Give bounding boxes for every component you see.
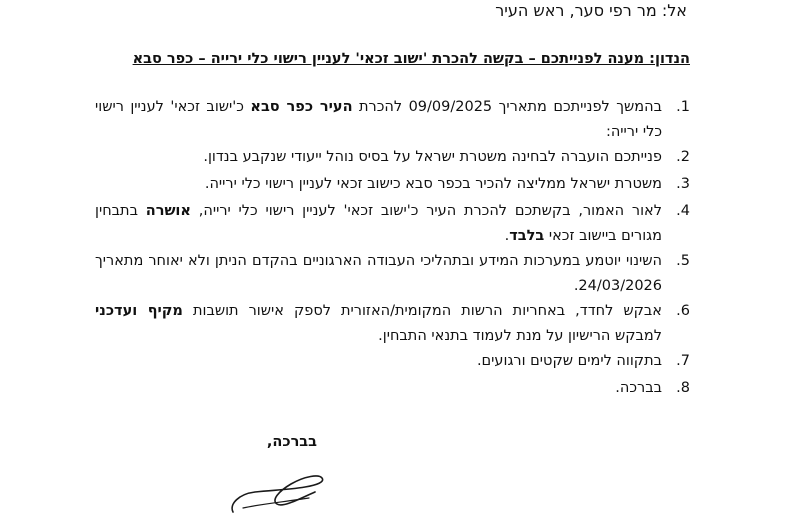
list-item bbox=[95, 145, 690, 170]
item-number: 4. bbox=[676, 203, 690, 219]
text-run: בהמשך לפנייתכם מתאריך 09/09/2025 להכרת bbox=[352, 99, 662, 115]
text-run: לאור האמור, בקשתכם להכרת העיר כ'ישוב זכאי' לעניין רישוי כלי ירייה, bbox=[190, 203, 662, 219]
text-run: בתקווה לימים שקטים ורגועים. bbox=[476, 353, 662, 369]
signature-icon bbox=[225, 468, 335, 515]
bold-text: אושרה bbox=[145, 203, 191, 219]
bold-text: מקיף ועדכני bbox=[95, 303, 183, 319]
closing-text: בברכה, bbox=[266, 434, 317, 450]
text-run: . bbox=[504, 228, 510, 244]
list-item bbox=[95, 249, 690, 299]
list-item bbox=[95, 199, 690, 249]
item-text bbox=[95, 145, 662, 170]
list-item bbox=[95, 95, 690, 145]
list-item bbox=[95, 349, 690, 374]
bold-text: בלבד bbox=[509, 228, 545, 244]
text-run: פנייתכם הועברה לבחינה משטרת ישראל על בסיס נוהל ייעודי שנקבע בנדון. bbox=[203, 149, 662, 165]
item-text bbox=[95, 249, 662, 299]
item-number: 7. bbox=[676, 353, 690, 369]
subject-line: הנדון: מענה לפנייתכם – בקשה להכרת 'ישוב זכאי' לעניין רישוי כלי ירייה – כפר סבא bbox=[132, 51, 690, 67]
item-number: 2. bbox=[676, 149, 690, 165]
text-run: כ'ישוב זכאי' לעניין רישוי כלי ירייה: bbox=[95, 99, 662, 140]
list-item bbox=[95, 172, 690, 197]
item-text bbox=[95, 349, 662, 374]
text-run: משטרת ישראל ממליצה להכיר בכפר סבא כישוב זכאי לעניין רישוי כלי ירייה. bbox=[204, 176, 662, 192]
item-text bbox=[95, 199, 662, 249]
text-run: אבקש לחדד, באחריות הרשות המקומית/האזורית לספק אישור תושבות bbox=[182, 303, 662, 319]
list-item bbox=[95, 376, 690, 401]
text-run: למבקש הרישיון על מנת לעמוד בתנאי התבחין. bbox=[378, 328, 662, 344]
item-text bbox=[95, 376, 662, 401]
list-item bbox=[95, 299, 690, 349]
item-number: 5. bbox=[676, 253, 690, 269]
text-run: בברכה. bbox=[615, 380, 662, 396]
item-text bbox=[95, 172, 662, 197]
text-run: השינוי יוטמע במערכות המידע ובתהליכי העבודה הארגוניים בהקדם הניתן ולא יאוחר מתאריך 24/03/2026. bbox=[95, 253, 662, 294]
bold-text: העיר כפר סבא bbox=[250, 99, 353, 115]
item-number: 3. bbox=[676, 176, 690, 192]
item-text bbox=[95, 299, 662, 349]
item-number: 1. bbox=[676, 99, 690, 115]
item-number: 6. bbox=[676, 303, 690, 319]
recipient-line: אל: מר רפי סער, ראש העיר bbox=[495, 1, 687, 20]
text-run: בתבחין מגורים ביישוב זכאי bbox=[95, 203, 662, 244]
item-number: 8. bbox=[676, 380, 690, 396]
item-text bbox=[95, 95, 662, 145]
